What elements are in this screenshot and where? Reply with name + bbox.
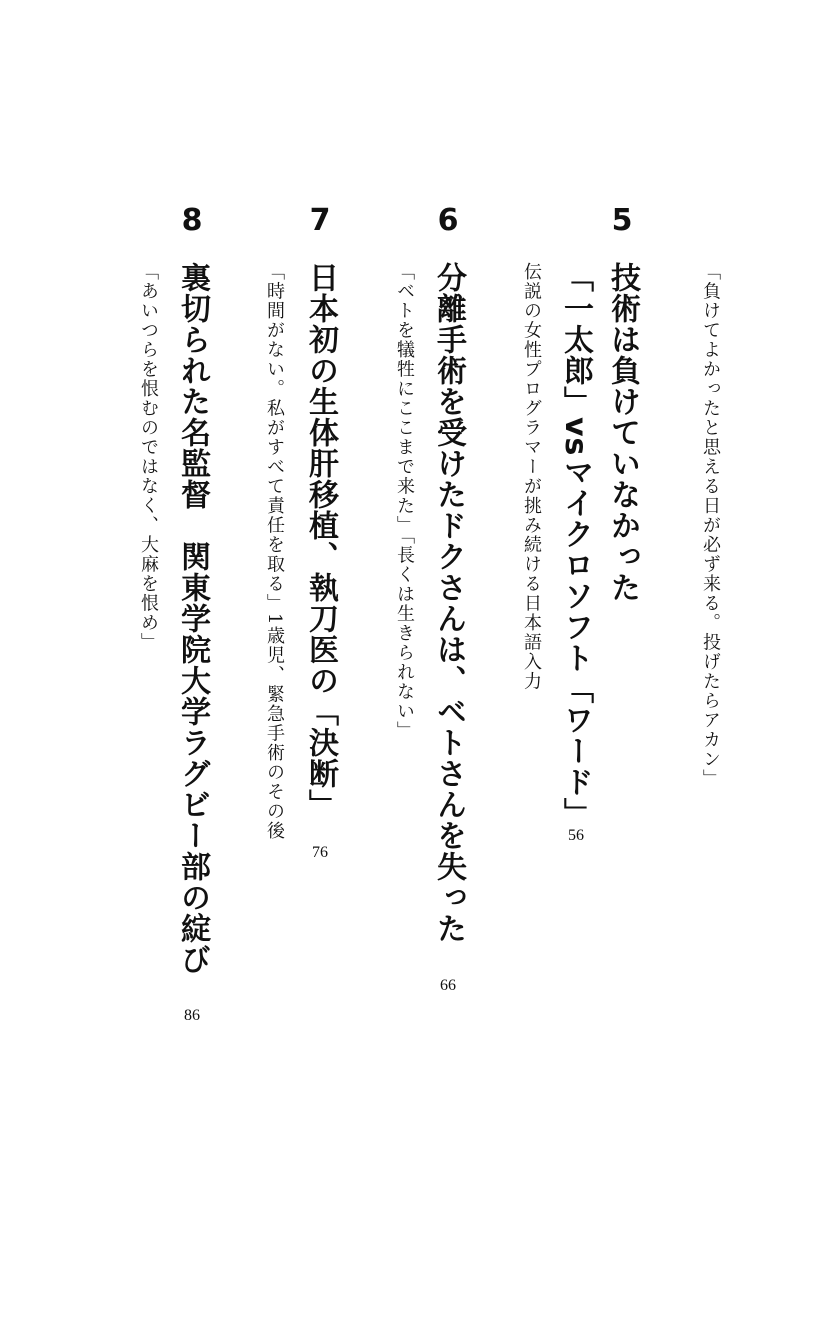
chapter-6-number: 6 <box>437 203 459 238</box>
chapter-6-subtitle: 「ベトを犠牲にここまで来た」「長くは生きられない」 <box>394 262 415 741</box>
chapter-7-page-number: 76 <box>312 844 328 861</box>
chapter-5-subtitle: 伝説の女性プログラマーが挑み続ける日本語入力 <box>521 262 542 691</box>
chapter-5-title-line-2: 「一太郎」vsマイクロソフト「ワード」 <box>558 262 593 829</box>
chapter-7-number: 7 <box>309 203 331 238</box>
chapter-6-page-number: 66 <box>440 977 456 994</box>
chapter-5-page-number: 56 <box>568 827 584 844</box>
chapter-5-title-line-1: 技術は負けていなかった <box>605 262 640 603</box>
chapter-8-title: 裏切られた名監督 関東学院大学ラグビー部の綻び <box>175 262 210 975</box>
chapter-8-page-number: 86 <box>184 1007 200 1024</box>
chapter-4-subtitle: 「負けてよかったと思える日が必ず来る。投げたらアカン」 <box>700 262 721 789</box>
chapter-8-subtitle: 「あいつらを恨むのではなく、大麻を恨め」 <box>138 262 159 652</box>
chapter-7-subtitle: 「時間がない。私がすべて責任を取る」1歳児、緊急手術のその後 <box>264 262 285 841</box>
chapter-7-title: 日本初の生体肝移植、執刀医の「決断」 <box>303 262 338 820</box>
chapter-8-number: 8 <box>181 203 203 238</box>
chapter-5-number: 5 <box>611 203 633 238</box>
chapter-6-title: 分離手術を受けたドクさんは、ベトさんを失った <box>431 262 466 944</box>
